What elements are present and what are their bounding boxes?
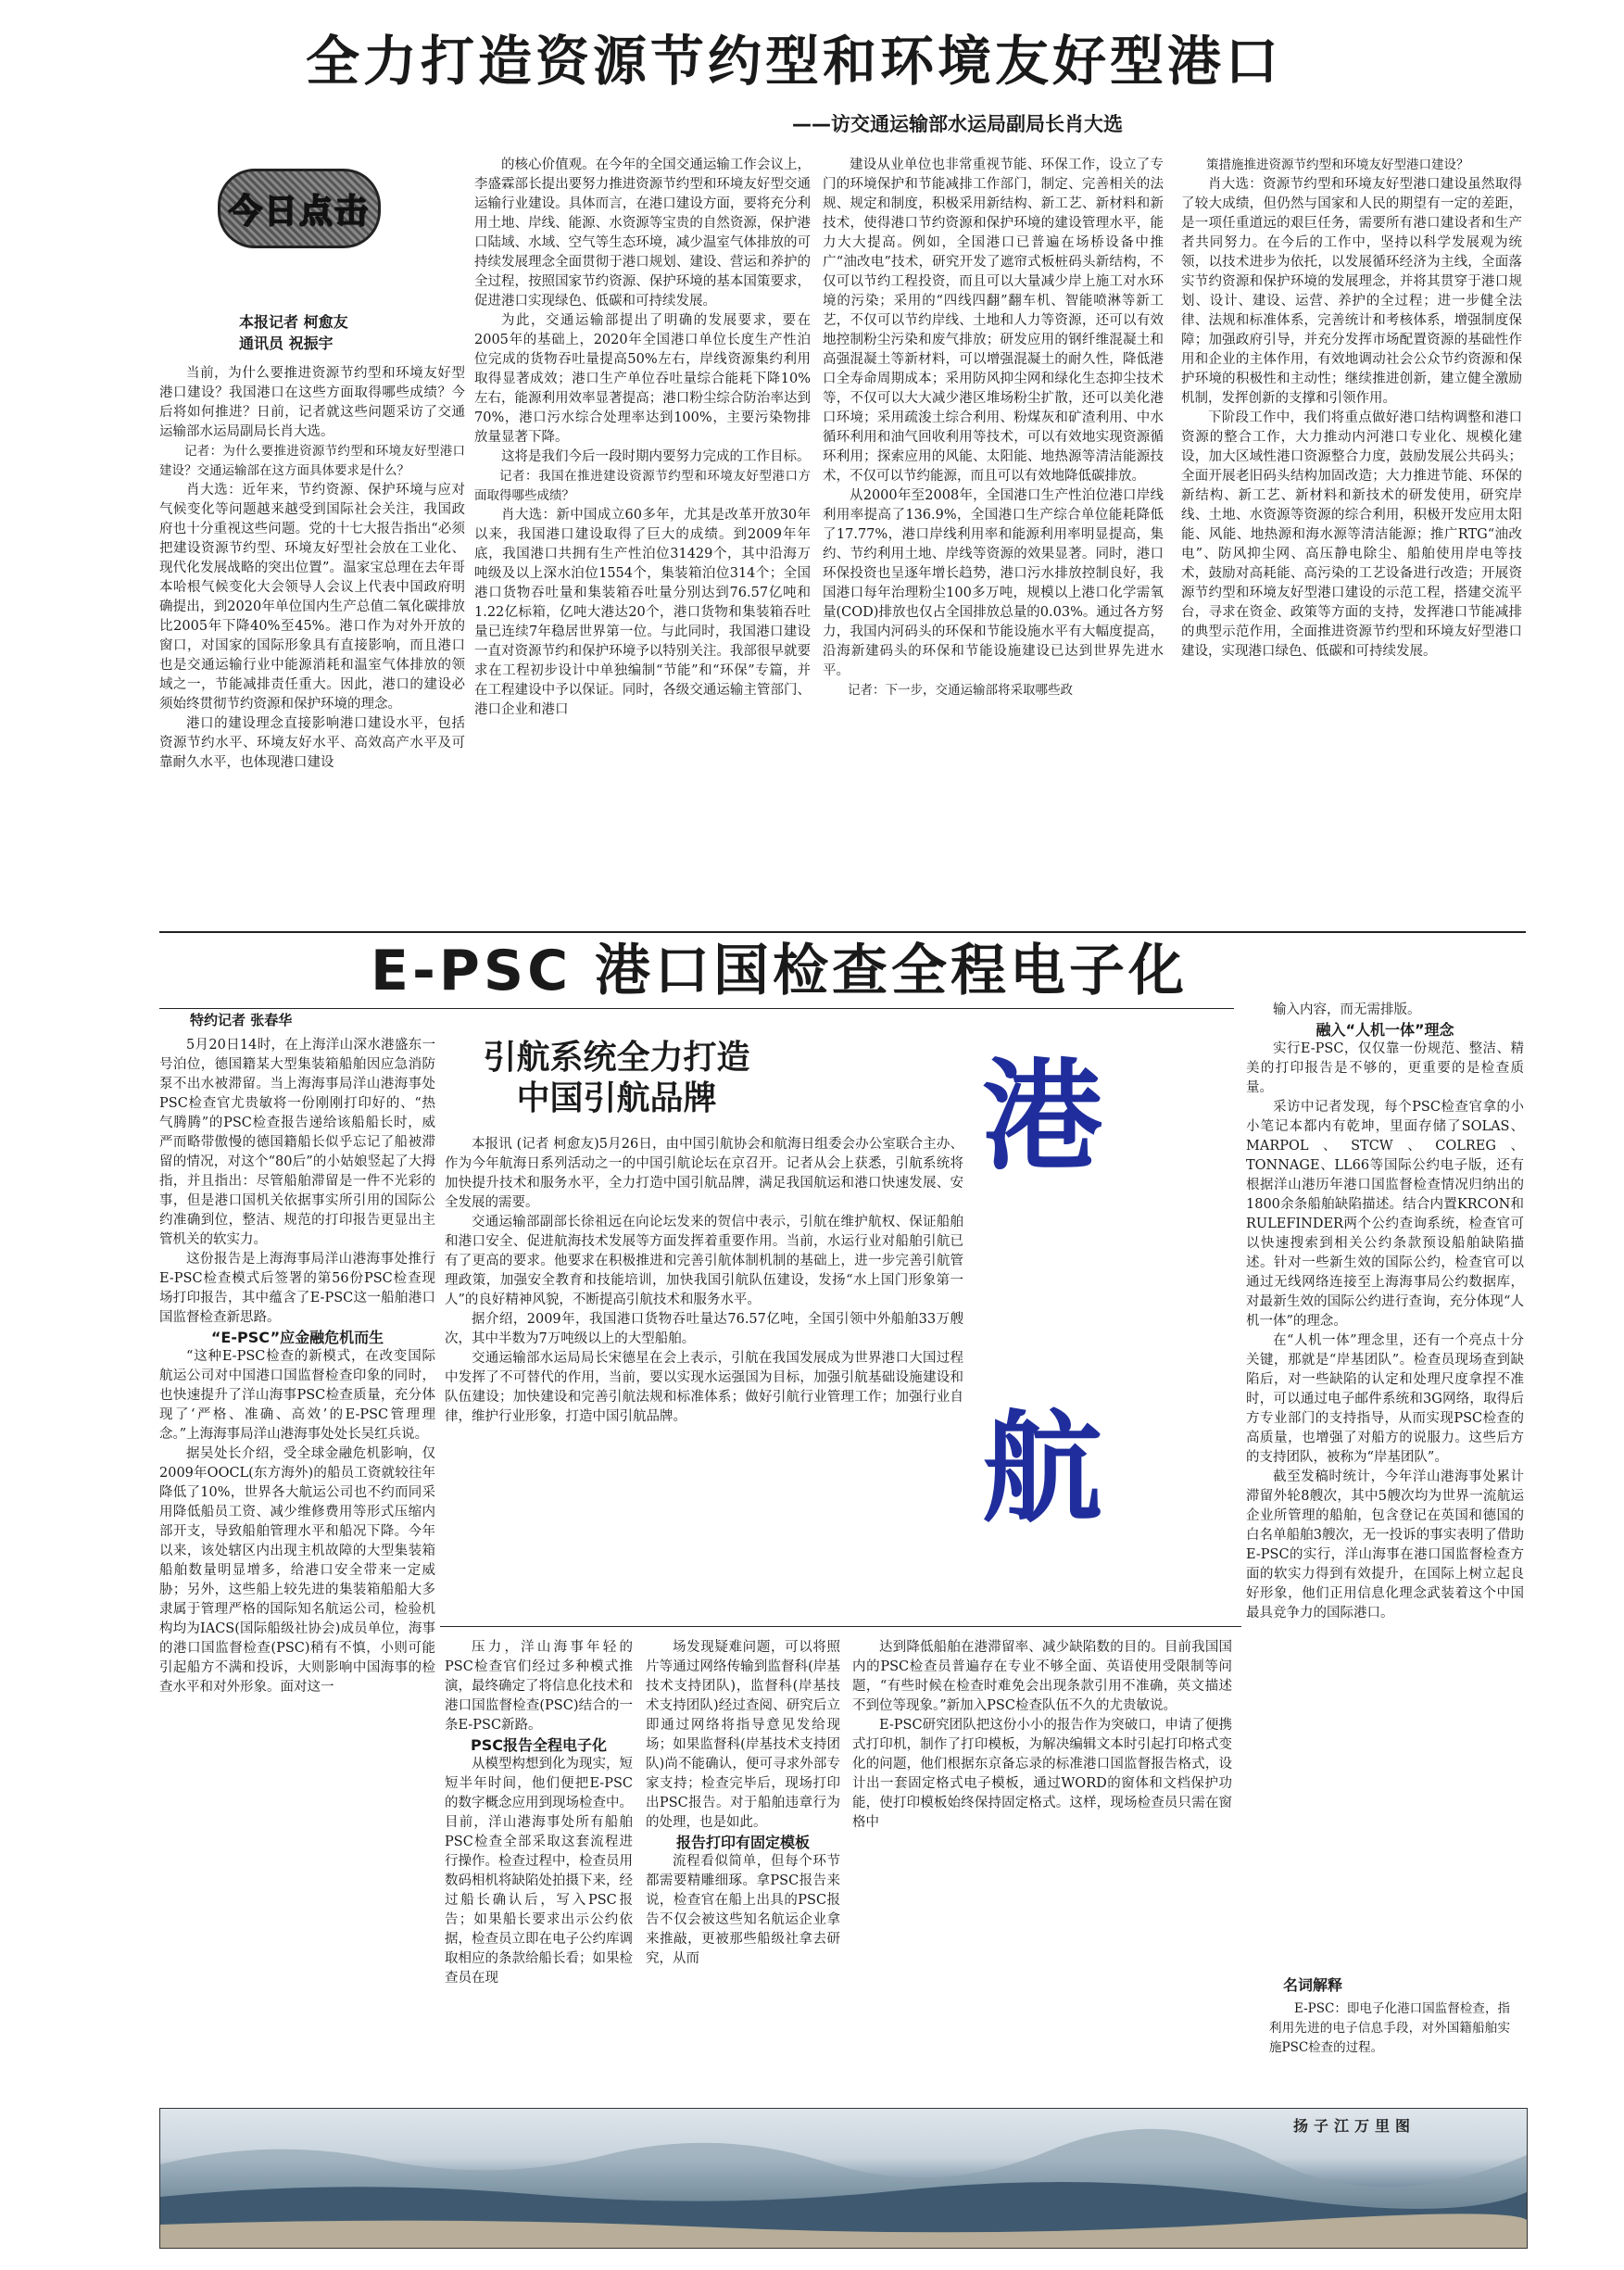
glossary-title: 名词解释 bbox=[1283, 1976, 1343, 1994]
paragraph: 的核心价值观。在今年的全国交通运输工作会议上，李盛霖部长提出要努力推进资源节约型和环境友好型交通运输行业建设。具体而言，在港口建设方面，要将充分利用土地、岸线、能源、水资源等宝贵的自然资源，保护港口陆域、水域、空气等生态环境，减少温室气体排放的可持续发展理念全面贯彻于港口规划、建设、营运和养护的全过程，按照国家节约资源、保护环境的基本国策要求，促进港口实现绿色、低碳和可持续发展。 bbox=[474, 158, 811, 309]
article1-column-2 bbox=[474, 156, 811, 925]
article3-title-line1: 引航系统全力打造 bbox=[483, 1039, 750, 1077]
article3-body bbox=[445, 1135, 963, 1617]
reporter-question: 记者：下一步，交通运输部将采取哪些政 bbox=[848, 683, 1073, 698]
paragraph: 流程看似简单，但每个环节都需要精雕细琢。拿PSC报告来说，检查官在船上出具的PSC报告不仅会被这些知名航运企业拿来推敲，更被那些船级社拿去研究，从而 bbox=[646, 1854, 840, 1966]
paragraph: 从2000年至2008年，全国港口生产性泊位港口岸线利用率提高了136.9%，全国港口生产综合单位能耗降低了17.77%，港口岸线利用率和能源利用率明显提高，集约、节约利用土地、岸线等资源的效果显著。同时，港口环保投资也呈逐年增长趋势，港口污水排放控制良好，我国港口每年治理粉尘100多万吨，规模以上港口化学需氧量(COD)排放也仅占全国排放总量的0.03%。通过各方努力，我国内河码头的环保和节能设施水平有大幅度提高，沿海新建码头的环保和节能设施建设已达到世界先进水平。 bbox=[823, 488, 1164, 678]
paragraph: 交通运输部副部长徐祖远在向论坛发来的贺信中表示，引航在维护航权、保证船舶和港口安全、促进航海技术发展等方面发挥着重要作用。当前，水运行业对船舶引航已有了更高的要求。他要求在积极推进和完善引航体制机制的基础上，进一步完善引航管理政策，加强安全教育和技能培训，加快我国引航队伍建设，发扬“水上国门形象第一人”的良好精神风貌，不断提高引航技术和服务水平。 bbox=[445, 1215, 963, 1307]
article2-subhead-1: “E-PSC”应金融危机而生 bbox=[210, 1329, 384, 1346]
article2-subhead-5: 融入“人机一体”理念 bbox=[1316, 1021, 1454, 1039]
paragraph: 肖大选：资源节约型和环境友好型港口建设虽然取得了较大成绩，但仍然与国家和人民的期望有一定的差距，是一项任重道远的艰巨任务，需要所有港口建设者和生产者共同努力。在今后的工作中，坚持以科学发展观为统领，以技术进步为依托，以发展循环经济为主线，全面落实节约资源和保护环境的发展理念，并将其贯穿于港口规划、设计、建设、运营、养护的全过程；进一步健全法律、法规和标准体系，完善统计和考核体系，增强制度保障；加强政府引导，并充分发挥市场配置资源的基础性作用和企业的主体作用，有效地调动社会公众节约资源和保护环境的积极性和主动性；继续推进创新，建立健全激励机制，发挥创新的支撑和引领作用。 bbox=[1181, 177, 1522, 406]
paragraph: “这种E-PSC检查的新模式，在改变国际航运公司对中国港口国监督检查印象的同时，也快速提升了洋山海事PSC检查质量，充分体现了‘严格、准确、高效’的E-PSC管理理念。”上海海事局洋山港海事处处长吴红兵说。 bbox=[159, 1349, 435, 1442]
paragraph: 实行E-PSC，仅仅靠一份规范、整洁、精美的打印报告是不够的，更重要的是检查质量。 bbox=[1246, 1041, 1524, 1095]
paragraph: 本报讯 (记者 柯愈友)5月26日，由中国引航协会和航海日组委会办公室联合主办、作为今年航海日系列活动之一的中国引航论坛在京召开。记者从会上获悉，引航系统将加快提升技术和服务水平，全力打造中国引航品牌，满足我国航运和港口快速发展、安全发展的需要。 bbox=[445, 1137, 963, 1210]
article1-column-4 bbox=[1181, 156, 1522, 925]
paragraph: 据吴处长介绍，受全球金融危机影响，仅2009年OOCL(东方海外)的船员工资就较往年降低了10%，世界各大航运公司也不约而同采用降低船员工资、减少维修费用等形式压缩内部开支，导致船舶管理水平和船况下降。今年以来，该处辖区内出现主机故障的大型集装箱船舶数量明显增多，给港口安全带来一定威胁；另外，这些船上较先进的集装箱船船大多隶属于管理严格的国际知名航运公司，检验机构均为IACS(国际船级社协会)成员单位，海事的港口国监督检查(PSC)稍有不慎，小则可能引起船方不满和投诉，大则影响中国海事的检查水平和对外形象。面对这一 bbox=[159, 1446, 435, 1695]
paragraph: E-PSC：即电子化港口国监督检查，指利用先进的电子信息手段，对外国籍船舶实施PSC检查的过程。 bbox=[1269, 2001, 1510, 2055]
article1-subtitle: ——访交通运输部水运局副局长肖大选 bbox=[792, 113, 1123, 135]
article1-byline-correspondent: 通讯员 祝振宇 bbox=[239, 334, 334, 352]
paragraph: 在“人机一体”理念里，还有一个亮点十分关键，那就是“岸基团队”。检查员现场查到缺陷后，对一些缺陷的认定和处理尺度拿捏不准时，可以通过电子邮件系统和3G网络，取得后方专业部门的支持指导，从而实现PSC检查的高质量，也增强了对船方的说服力。这些后方的支持团队，被称为“岸基团队”。 bbox=[1246, 1333, 1524, 1465]
paragraph: 输入内容，而无需排版。 bbox=[1273, 1003, 1421, 1017]
article2-column-3 bbox=[646, 1638, 840, 2092]
paragraph: 场发现疑难问题，可以将照片等通过网络传输到监督科(岸基技术支持团队)，监督科(岸基技术支持团队)经过查阅、研究后立即通过网络将指导意见发给现场；如果监督科(岸基技术支持团队)尚不能确认，便可寻求外部专家支持；检查完毕后，现场打印出PSC报告。对于船舶违章行为的处理，也是如此。 bbox=[646, 1640, 840, 1830]
article2-column-4 bbox=[852, 1638, 1232, 2092]
today-click-badge bbox=[218, 169, 381, 248]
section-char-navigation: 航 bbox=[982, 1398, 1103, 1539]
paragraph: 当前，为什么要推进资源节约型和环境友好型港口建设？我国港口在这些方面取得哪些成绩？今后将如何推进？日前，记者就这些问题采访了交通运输部水运局副局长肖大选。 bbox=[159, 366, 465, 439]
article2-subhead-3: 报告打印有固定模板 bbox=[675, 1834, 810, 1851]
paragraph: E-PSC研究团队把这份小小的报告作为突破口，申请了便携式打印机，制作了打印模板，为解决编辑文本时引起打印格式变化的问题，他们根据东京备忘录的标准港口国监督报告格式，设计出一套固定格式电子模板，通过WORD的窗体和文档保护功能，使打印模板始终保持固定格式。这样，现场检查员只需在窗格中 bbox=[852, 1718, 1232, 1830]
paragraph: 建设从业单位也非常重视节能、环保工作，设立了专门的环境保护和节能减排工作部门，制定、完善相关的法规、规定和制度，积极采用新结构、新工艺、新材料和新技术，使得港口节约资源和保护环境的建设管理水平，能力大大提高。例如，全国港口已普遍在场桥设备中推广“油改电”技术，研究开发了遮帘式板桩码头新结构，不仅可以节约工程投资，而且可以大量减少岸上施工对水环境的污染；采用的“四线四翻”翻车机、智能喷淋等新工艺，不仅可以节约岸线、土地和人力等资源，还可以有效地控制粉尘污染和废气排放；研发应用的钢纤维混凝土和高强混凝土等新材料，可以增强混凝土的耐久性，降低港口全寿命周期成本；采用防风抑尘网和绿化生态抑尘技术等，不仅可以大大减少港区堆场粉尘扩散，还可以美化港口环境；采用疏浚土综合利用、粉煤灰和矿渣利用、中水循环利用和油气回收利用等技术，可以有效地实现资源循环利用；探索应用的风能、太阳能、地热源等清洁能源技术，不仅可以节约能源，而且可以有效地降低碳排放。 bbox=[823, 158, 1164, 484]
paragraph: 达到降低船舶在港滞留率、减少缺陷数的目的。目前我国国内的PSC检查员普遍存在专业不够全面、英语使用受限制等问题，“有些时候在检查时难免会出现条款引用不准确，英文描述不到位等现象。”新加入PSC检查队伍不久的尤贵敏说。 bbox=[852, 1640, 1232, 1713]
yangtze-panorama-image bbox=[159, 2108, 1528, 2249]
paragraph: 5月20日14时，在上海洋山深水港盛东一号泊位，德国籍某大型集装箱船舶因应急消防泵不出水被滞留。当上海海事局洋山港海事处PSC检查官尤贵敏将一份刚刚打印好的、“热气腾腾”的PSC检查报告递给该船船长时，威严而略带傲慢的德国籍船长似乎忘记了船被滞留的情况，对这个“80后”的小姑娘竖起了大拇指，并且指出：尽管船舶滞留是一件不光彩的事，但是港口国机关依据事实所引用的国际公约准确到位，整洁、规范的打印报告更显出主管机关的软实力。 bbox=[159, 1038, 435, 1247]
box-divider bbox=[440, 1626, 1241, 1627]
article1-column-1 bbox=[159, 364, 465, 925]
paragraph: 这份报告是上海海事局洋山港海事处推行E-PSC检查模式后签署的第56份PSC检查现场打印报告，其中蕴含了E-PSC这一船舶港口国监督检查新思路。 bbox=[159, 1252, 435, 1325]
section-char-port: 港 bbox=[982, 1046, 1103, 1187]
reporter-question: 策措施推进资源节约型和环境友好型港口建设？ bbox=[1206, 158, 1469, 172]
badge-label: 今日点击 bbox=[228, 192, 370, 231]
article2-column-2 bbox=[445, 1638, 633, 2092]
paragraph: 据介绍，2009年，我国港口货物吞吐量达76.57亿吨，全国引领中外船舶33万艘次，其中半数为7万吨级以上的大型船舶。 bbox=[445, 1312, 963, 1346]
section-divider bbox=[159, 931, 1526, 933]
paragraph: 压力，洋山海事年轻的PSC检查官们经过多种模式推演，最终确定了将信息化技术和港口国监督检查(PSC)结合的一条E-PSC新路。 bbox=[445, 1640, 633, 1733]
article2-title: E-PSC 港口国检查全程电子化 bbox=[371, 939, 1188, 1003]
title-underline bbox=[159, 1008, 1234, 1009]
reporter-question: 记者：为什么要推进资源节约型和环境友好型港口建设？交通运输部在这方面具体要求是什么？ bbox=[159, 444, 465, 478]
article1-title: 全力打造资源节约型和环境友好型港口 bbox=[306, 30, 1283, 93]
paragraph: 采访中记者发现，每个PSC检查官拿的小小笔记本都内有乾坤，里面存储了SOLAS、MARPOL、STCW、COLREG、TONNAGE、LL66等国际公约电子版，还有根据洋山港历年港口国监督检查情况归纳出的1800余条船舶缺陷描述。结合内置KRCON和RULEFINDER两个公约查询系统，检查官可以快速搜索到相关公约条款预设船舶缺陷描述。针对一些新生效的国际公约，检查官可以通过无线网络连接至上海海事局公约数据库，对最新生效的国际公约进行查询，充分体现“人机一体”的理念。 bbox=[1246, 1100, 1524, 1329]
paragraph: 截至发稿时统计，今年洋山港海事处累计滞留外轮8艘次，其中5艘次均为世界一流航运企业所管理的船舶，包含登记在英国和德国的白名单船舶3艘次，无一投诉的事实表明了借助E-PSC的实行，洋山海事在港口国监督检查方面的软实力得到有效提升，在国际上树立起良好形象，他们正用信息化理念武装着这个中国最具竞争力的国际港口。 bbox=[1246, 1469, 1524, 1621]
paragraph: 肖大选：近年来，节约资源、保护环境与应对气候变化等问题越来越受到国际社会关注，我国政府也十分重视这些问题。党的十七大报告指出“必须把建设资源节约型、环境友好型社会放在工业化、现代化发展战略的突出位置”。温家宝总理在去年哥本哈根气候变化大会领导人会议上代表中国政府明确提出，到2020年单位国内生产总值二氧化碳排放比2005年下降40%至45%。港口作为对外开放的窗口，对国家的国际形象具有直接影响，而且港口也是交通运输行业中能源消耗和温室气体排放的领域之一，节能减排责任重大。因此，港口的建设必须始终贯彻节约资源和保护环境的理念。 bbox=[159, 483, 465, 712]
paragraph: 这将是我们今后一段时期内要努力完成的工作目标。 bbox=[501, 449, 811, 464]
article1-column-3 bbox=[823, 156, 1164, 925]
paragraph: 肖大选：新中国成立60多年，尤其是改革开放30年以来，我国港口建设取得了巨大的成绩。到2009年年底，我国港口共拥有生产性泊位31429个，其中沿海万吨级及以上深水泊位1554个，集装箱泊位314个；全国港口货物吞吐量和集装箱吞吐量分别达到76.57亿吨和1.22亿标箱，亿吨大港达20个，港口货物和集装箱吞吐量已连续7年稳居世界第一位。与此同时，我国港口建设一直对资源节约和保护环境予以特别关注。我部很早就要求在工程初步设计中单独编制“节能”和“环保”专篇，并在工程建设中予以保证。同时，各级交通运输主管部门、港口企业和港口 bbox=[474, 508, 811, 717]
paragraph: 港口的建设理念直接影响港口建设水平，包括资源节约水平、环境友好水平、高效高产水平及可靠耐久水平，也体现港口建设 bbox=[159, 716, 465, 770]
article1-byline-reporter: 本报记者 柯愈友 bbox=[239, 313, 348, 331]
panorama-caption: 扬子江万里图 bbox=[1292, 2117, 1416, 2135]
paragraph: 交通运输部水运局局长宋德星在会上表示，引航在我国发展成为世界港口大国过程中发挥了不可替代的作用，当前，要以实现水运强国为目标，加强引航基础设施建设和队伍建设；加快建设和完善引航法规和标准体系；做好引航行业管理工作；加强行业自律，维护行业形象，打造中国引航品牌。 bbox=[445, 1351, 963, 1424]
article2-subhead-2: PSC报告全程电子化 bbox=[471, 1736, 607, 1754]
article2-byline: 特约记者 张春华 bbox=[190, 1012, 293, 1028]
paragraph: 从模型构想到化为现实，短短半年时间，他们便把E-PSC的数字概念应用到现场检查中。目前，洋山港海事处所有船舶PSC检查全部采取这套流程进行操作。检查过程中，检查员用数码相机将缺陷处拍摄下来，经过船长确认后，写入PSC报告；如果船长要求出示公约依据，检查员立即在电子公约库调取相应的条款给船长看；如果检查员在现 bbox=[445, 1757, 633, 1986]
reporter-question: 记者：我国在推进建设资源节约型和环境友好型港口方面取得哪些成绩？ bbox=[474, 469, 811, 503]
article2-column-1 bbox=[159, 1036, 435, 2092]
glossary-body bbox=[1269, 1999, 1510, 2092]
article2-column-5 bbox=[1246, 1001, 1524, 1964]
paragraph: 为此，交通运输部提出了明确的发展要求，要在2005年的基础上，2020年全国港口单位长度生产性泊位完成的货物吞吐量提高50%左右，岸线资源集约利用取得显著成效；港口生产单位吞吐量综合能耗下降10%左右，能源利用效率显著提高；港口粉尘综合防治率达到70%，港口污水综合处理率达到100%，主要污染物排放量显著下降。 bbox=[474, 313, 811, 445]
article3-title-line2: 中国引航品牌 bbox=[516, 1079, 717, 1117]
paragraph: 下阶段工作中，我们将重点做好港口结构调整和港口资源的整合工作，大力推动内河港口专业化、规模化建设，加大区域性港口资源整合力度，鼓励发展公共码头；全面开展老旧码头结构加固改造；大力推进节能、环保的新结构、新工艺、新材料和新技术的研发使用，研究岸线、土地、水资源等资源的综合利用，积极开发应用太阳能、风能、地热源和海水源等清洁能源；推广RTG“油改电”、防风抑尘网、高压静电除尘、船舶使用岸电等技术，鼓励对高耗能、高污染的工艺设备进行改造；开展资源节约型和环境友好型港口建设的示范工程，搭建交流平台，寻求在资金、政策等方面的支持，发挥港口节能减排的典型示范作用，全面推进资源节约型和环境友好型港口建设，实现港口绿色、低碳和可持续发展。 bbox=[1181, 410, 1522, 659]
